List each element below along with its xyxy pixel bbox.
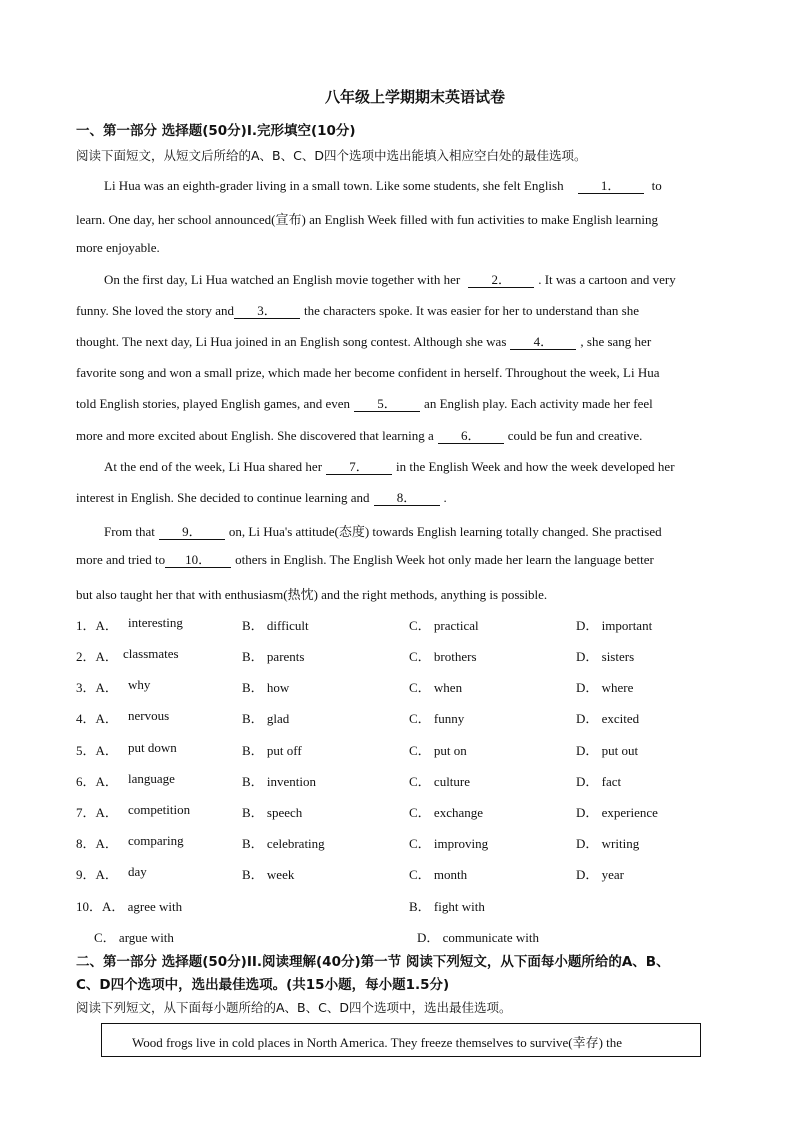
option-b[interactable]: B． glad: [242, 711, 290, 726]
passage-line: favorite song and won a small prize, which made her become confident in herself. Throughout the week, Li Hua: [76, 365, 660, 380]
option-a[interactable]: language: [128, 771, 175, 786]
option-c[interactable]: C． practical: [409, 618, 479, 633]
section2-heading: 二、第一部分 选择题(50分)II.阅读理解(40分)第一节 阅读下列短文，从下面每小题所给的A、B、: [76, 954, 670, 970]
option-row-7: [76, 802, 756, 820]
passage-text: , she sang her: [580, 334, 652, 349]
passage-text: On the first day, Li Hua watched an English movie together with her: [104, 272, 461, 287]
passage-line: [76, 428, 642, 444]
option-c[interactable]: C． improving: [409, 836, 489, 851]
passage-text: interest in English. She decided to continue learning and: [76, 490, 370, 505]
passage-text: funny. She loved the story and: [76, 303, 235, 318]
passage-line: [76, 303, 639, 319]
option-c[interactable]: C． argue with: [94, 930, 174, 945]
passage-text: . It was a cartoon and very: [538, 272, 676, 287]
passage-line: learn. One day, her school announced(宣布) an English Week filled with fun activities to make English learning: [76, 212, 658, 227]
option-d[interactable]: D． year: [576, 867, 625, 882]
question-number: 2．A．: [76, 649, 118, 664]
option-d[interactable]: D． put out: [576, 743, 639, 758]
question-number: 8．A．: [76, 836, 118, 851]
option-c[interactable]: C． exchange: [409, 805, 484, 820]
option-c[interactable]: C． brothers: [409, 649, 477, 664]
option-c[interactable]: C． put on: [409, 743, 467, 758]
option-d[interactable]: D． fact: [576, 774, 622, 789]
section1-instruction: 阅读下面短文，从短文后所给的A、B、C、D四个选项中选出能填入相应空白处的最佳选项。: [76, 148, 587, 163]
option-row-2: [76, 646, 756, 664]
blank-8: 8．: [374, 491, 440, 506]
question-number: 6．A．: [76, 774, 118, 789]
option-c[interactable]: C． month: [409, 867, 468, 882]
passage-line: but also taught her that with enthusiasm(热忱) and the right methods, anything is possible.: [76, 587, 548, 602]
option-d[interactable]: D． writing: [576, 836, 640, 851]
option-b[interactable]: B． fight with: [409, 899, 485, 914]
blank-10: 10．: [165, 553, 231, 568]
section1-heading: 一、第一部分 选择题(50分)I.完形填空(10分): [76, 123, 356, 139]
option-a[interactable]: interesting: [128, 615, 183, 630]
passage-line: [104, 521, 662, 540]
option-row-8: [76, 833, 756, 851]
option-a[interactable]: competition: [128, 802, 191, 817]
question-number: 4．A．: [76, 711, 118, 726]
option-a[interactable]: day: [128, 864, 147, 879]
option-b[interactable]: B． how: [242, 680, 290, 695]
option-d[interactable]: D． important: [576, 618, 653, 633]
blank-5: 5．: [354, 397, 420, 412]
passage-text: .: [443, 490, 447, 505]
option-row-1: [76, 615, 756, 633]
option-b[interactable]: B． celebrating: [242, 836, 325, 851]
option-c[interactable]: C． funny: [409, 711, 465, 726]
option-d[interactable]: D． sisters: [576, 649, 635, 664]
option-c[interactable]: C． when: [409, 680, 463, 695]
question-number: 3．A．: [76, 680, 118, 695]
option-d[interactable]: D． experience: [576, 805, 658, 820]
option-a[interactable]: put down: [128, 740, 177, 755]
passage-text: others in English. The English Week hot only made her learn the language better: [235, 552, 654, 567]
blank-4: 4．: [510, 335, 576, 350]
passage-text: on, Li Hua's attitude(态度) towards English learning totally changed. She practised: [228, 524, 662, 539]
passage-line: [76, 334, 651, 350]
section2-heading-cont: C、D四个选项中，选出最佳选项。(共15小题，每小题1.5分): [76, 977, 450, 993]
option-a[interactable]: comparing: [128, 833, 184, 848]
section2-instruction: 阅读下列短文，从下面每小题所给的A、B、C、D四个选项中，选出最佳选项。: [76, 1000, 512, 1015]
passage-text: more and tried to: [76, 552, 166, 567]
option-b[interactable]: B． week: [242, 867, 295, 882]
passage-line: [76, 396, 653, 412]
option-a[interactable]: classmates: [123, 646, 179, 661]
passage-text: could be fun and creative.: [507, 428, 643, 443]
question-number: 7．A．: [76, 805, 118, 820]
passage-line: [76, 552, 654, 568]
option-b[interactable]: B． put off: [242, 743, 302, 758]
option-a[interactable]: 10．A． agree with: [76, 899, 183, 914]
option-b[interactable]: B． invention: [242, 774, 317, 789]
option-a[interactable]: nervous: [128, 708, 170, 723]
passage-text: Li Hua was an eighth-grader living in a small town. Like some students, she felt English: [104, 178, 564, 193]
option-row-5: [76, 740, 756, 758]
blank-7: 7．: [326, 460, 392, 475]
blank-1: 1．: [578, 179, 644, 194]
passage-text: the characters spoke. It was easier for her to understand than she: [304, 303, 640, 318]
option-row-6: [76, 771, 756, 789]
passage-line: [104, 272, 676, 288]
passage-line: more enjoyable.: [76, 240, 160, 255]
blank-6: 6．: [438, 429, 504, 444]
reading-passage-text: Wood frogs live in cold places in North America. They freeze themselves to survive(幸存) the: [132, 1035, 623, 1050]
question-number: 9．A．: [76, 867, 118, 882]
blank-3: 3．: [234, 304, 300, 319]
passage-text: an English play. Each activity made her feel: [424, 396, 653, 411]
option-d[interactable]: D． excited: [576, 711, 640, 726]
option-b[interactable]: B． parents: [242, 649, 305, 664]
passage-text: From that: [104, 524, 155, 539]
option-c[interactable]: C． culture: [409, 774, 471, 789]
option-row-10: [76, 896, 756, 914]
passage-text: told English stories, played English games, and even: [76, 396, 351, 411]
blank-9: 9．: [159, 525, 225, 540]
passage-text: in the English Week and how the week developed her: [396, 459, 675, 474]
passage-text: to: [651, 178, 662, 193]
passage-text: At the end of the week, Li Hua shared her: [104, 459, 323, 474]
option-a[interactable]: why: [128, 677, 151, 692]
option-row-3: [76, 677, 756, 695]
option-b[interactable]: B． difficult: [242, 618, 309, 633]
option-row-10b: [76, 927, 756, 945]
passage-text: thought. The next day, Li Hua joined in an English song contest. Although she was: [76, 334, 507, 349]
option-d[interactable]: D． communicate with: [417, 930, 540, 945]
page-title: 八年级上学期期末英语试卷: [324, 88, 505, 106]
passage-line: [104, 459, 675, 475]
passage-text: more and more excited about English. She discovered that learning a: [76, 428, 434, 443]
question-number: 5．A．: [76, 743, 118, 758]
option-row-4: [76, 708, 756, 726]
question-number: 1．A．: [76, 618, 118, 633]
blank-2: 2．: [468, 273, 534, 288]
passage-line: [76, 490, 447, 506]
option-d[interactable]: D． where: [576, 680, 634, 695]
reading-passage-box: [101, 1023, 701, 1057]
passage-line: [104, 178, 662, 194]
option-row-9: [76, 864, 756, 882]
option-b[interactable]: B． speech: [242, 805, 303, 820]
